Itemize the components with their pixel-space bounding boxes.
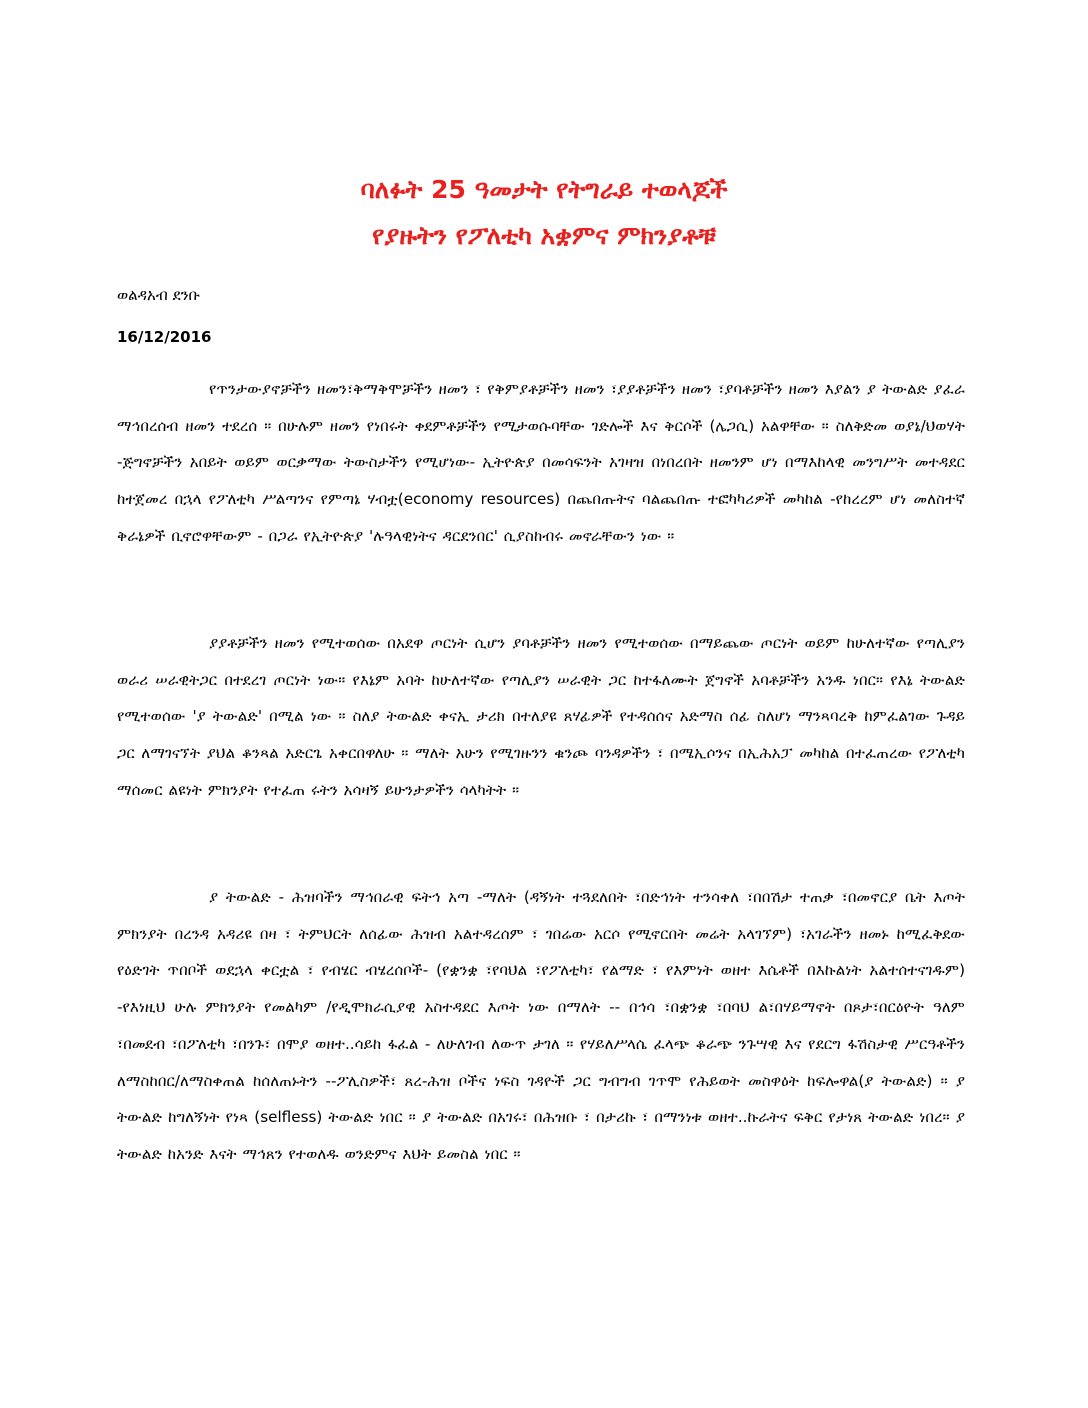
body-paragraph: ያ ትውልድ - ሕዝባችን ማኅበራዊ ፍትኅ አጣ -ማለት (ዳኝነት ተጓደለበት ፣በድኅነት ተንሳቀለ ፣በበሽታ ተጠቃ ፣በመኖርያ ቤት እጦት ምክንያት በረንዳ አዳሪዩ በዛ ፣ ትምህርት ለሰፊው ሕዝብ አልተዳረሰም ፣ ገበሬው አርሶ የሚኖርበት መሬት አላገኘም) ፣አገራችን ዘመኑ ከሚፈቅደው የዕድገት ጥበቦች ወደኋላ ቀርቷል ፣ የብሄር ብሄረሰቦች- (የቋንቋ ፣የባህል ፣የፖለቲካ፣ የልማድ ፣ የእምነት ወዘተ እሴቶች በእኩልነት አልተሰተናገዱም) -የእነዚህ ሁሉ ምክንያት የመልካም /የዲሞክራሲያዊ አስተዳደር እጦት ነው በማለት -- በኅሳ ፣በቋንቋ ፣በባህ ል፣በሃይማኖት በጾታ፣በርዕዮት ዓለም ፣በመደብ ፣በፖለቲካ ፣በንጉ፣ በሞያ ወዘተ..ሳይከ ፋፈል - ለሁለገብ ለውጥ ታገለ ። የሃይለሥላሴ ፈላጭ ቆራጭ ንጉሣዊ እና የደርግ ፋሽስታዊ ሥርዓቶችን ለማስከበር/ለማስቀጠል ከሰለጠኑትን --ፖሊስዎች፣ ጸረ-ሕዝ ቦችና ነፍስ ገዳዮች ጋር ግብግብ ገጥሞ የሕይወት መስዋዕት ከፍሎዋል(ያ ትውልድ) ። ያ ትውልድ ከግለኝነት የነጻ (selfless) ትውልድ ነበር ። ያ ትውልድ በአገሩ፣ በሕዝቡ ፣ በታሪኩ ፣ በማንነቱ ወዘተ..ኩራትና ፍቅር የታነጸ ትውልድ ነበረ። ያ ትውልድ ከአንድ እናት ማኅጸን የተወለዱ ወንድምና እህት ይመስል ነበር ። [117, 888, 965, 1163]
body-paragraph: ያያቶቻችን ዘመን የሚተወሰው በአደዋ ጦርነት ሲሆን ያባቶቻችን ዘመን የሚተወሰው በማይጨው ጦርነት ወይም ከሁለተኛው የጣሊያን ወራሪ ሠራዊትጋር በተደረገ ጦርነት ነው። የእኔም አባት ከሁለተኛው የጣሊያን ሠራዊት ጋር ከተፋለሙት ጀግኖች አባቶቻችን አንዱ ነበር። የእኔ ትውልድ የሚተወሰው 'ያ ትውልድ' በሚል ነው ። ስለያ ትውልድ ቀናኢ ታሪክ በተለያዩ ጸሃፊዎች የተዳሰሰና አድማስ ሰፊ ስለሆነ ማንጻባረቅ ከምፈልገው ጉዳይ ጋር ለማገናኘት ያህል ቆንጻል አድርጌ አቀርበዋለሁ ። ማለት አሁን የሚገዙንን ቁንጮ ባንዳዎችን ፣ በሜኢሶንና በኢሕአፓ መካከል በተፈጠረው የፖለቲካ ማሰመር ልዩነት ምክንያት የተፈጠ ሩትን አሳዛኝ ይሁንታዎችን ሳላካትት ። [117, 634, 965, 799]
body-paragraph: የጥንታውያኖቻችን ዘመን፣ቅማቅሞቻችን ዘመን ፣ የቅምያቶቻችን ዘመን ፣ያያቶቻችን ዘመን ፣ያባቶቻችን ዘመን እያልን ያ ትውልድ ያፈራ ማኅበረሰብ ዘመን ተደረሰ ። በሁሉም ዘመን የነበሩት ቀደምቶቻችን የሚታወሱባቸው ገድሎች እና ቅርሶች (ሌጋሲ) አልዋቸው ። ስለቅድመ ወያኔ/ህወሃት -ጅግኖቻችን አበይት ወይም ወርቃማው ትውስታችን የሚሆነው- ኢትዮጵያ በመሳፍንት አገዛዝ በነበረበት ዘመንም ሆነ በማእከላዊ መንግሥት መተዳደር ከተጀመረ በኋላ የፖለቲካ ሥልጣንና የምጣኔ ሃብቷ(economy resources) በጨበጡትና ባልጨበጡ ተፎካካሪዎች መካከል -የከረረም ሆነ መለስተኛ ቅራኔዎች ቢኖሮዋቸውም - በጋራ የኢትዮጵያ 'ሉዓላዊነትና ዳርደንበር' ሲያስከብሩ መኖራቸውን ነው ። [117, 380, 965, 545]
author-name: ወልዳአብ ደንቡ [117, 286, 201, 304]
publication-date: 16/12/2016 [117, 328, 212, 346]
document-title-line-2: የያዙትን የፖለቲካ አቋምና ምክንያቶቹ [372, 221, 716, 250]
document-title-line-1: ባለፉት 25 ዓመታት የትግራይ ተወላጆች [360, 175, 728, 204]
